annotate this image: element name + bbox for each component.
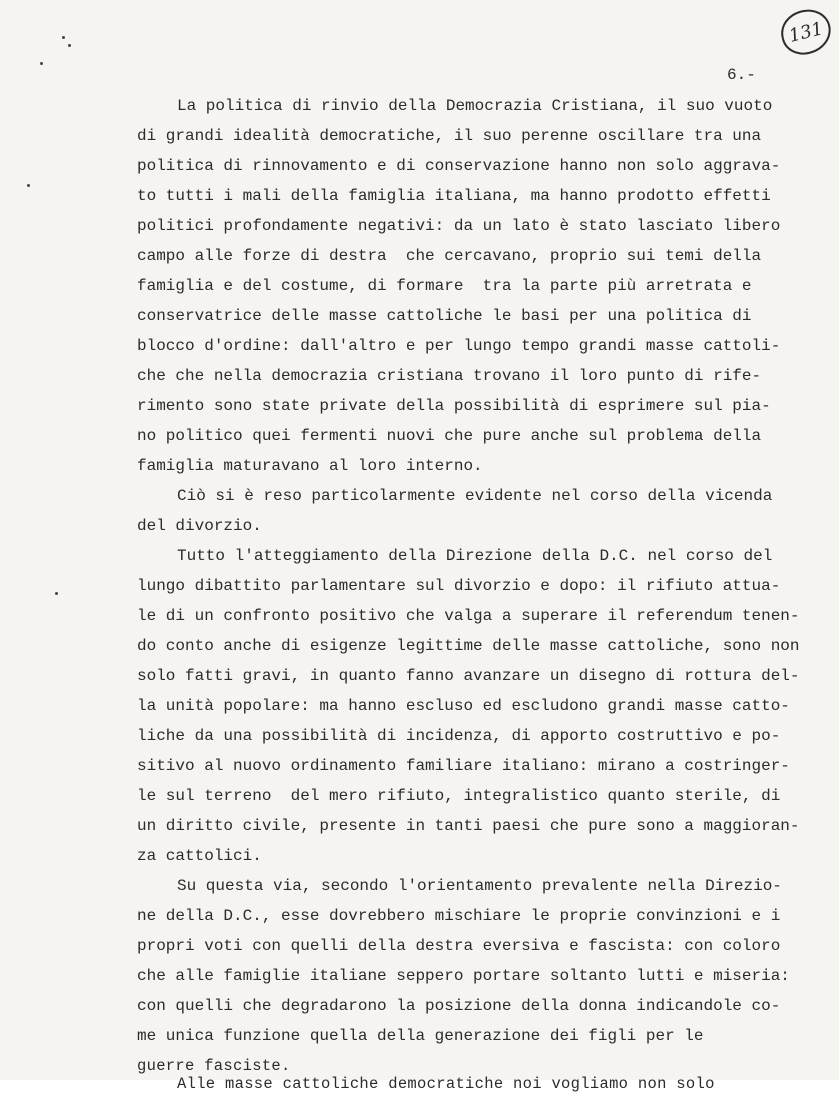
- ink-speck: [40, 62, 43, 65]
- text-line: con quelli che degradarono la posizione della donna indicandole co-: [137, 997, 781, 1015]
- document-body: [137, 91, 827, 1093]
- text-line: no politico quei fermenti nuovi che pure anche sul problema della: [137, 427, 762, 445]
- text-line: che che nella democrazia cristiana trovano il loro punto di rife-: [137, 367, 762, 385]
- text-line: me unica funzione quella della generazione dei figli per le: [137, 1027, 704, 1045]
- text-line: che alle famiglie italiane seppero portare soltanto lutti e miseria:: [137, 967, 790, 985]
- text-line: Tutto l'atteggiamento della Direzione della D.C. nel corso del: [177, 547, 773, 565]
- ink-speck: [55, 592, 58, 595]
- text-line: do conto anche di esigenze legittime delle masse cattoliche, sono non: [137, 637, 800, 655]
- text-line: del divorzio.: [137, 517, 262, 535]
- text-line: le sul terreno del mero rifiuto, integralistico quanto sterile, di: [137, 787, 781, 805]
- text-line: La politica di rinvio della Democrazia Cristiana, il suo vuoto: [177, 97, 773, 115]
- text-line: Ciò si è reso particolarmente evidente nel corso della vicenda: [177, 487, 773, 505]
- text-line: un diritto civile, presente in tanti paesi che pure sono a maggioran-: [137, 817, 800, 835]
- text-line: za cattolici.: [137, 847, 262, 865]
- text-line: conservatrice delle masse cattoliche le basi per una politica di: [137, 307, 752, 325]
- page-number: 6.-: [727, 66, 756, 84]
- text-line: politica di rinnovamento e di conservazione hanno non solo aggrava-: [137, 157, 781, 175]
- text-line: guerre fasciste.: [137, 1057, 291, 1075]
- text-line: ne della D.C., esse dovrebbero mischiare le proprie convinzioni e i: [137, 907, 781, 925]
- text-line: propri voti con quelli della destra eversiva e fascista: con coloro: [137, 937, 781, 955]
- text-line: Alle masse cattoliche democratiche noi vogliamo non solo: [177, 1075, 715, 1093]
- text-line: rimento sono state private della possibilità di esprimere sul pia-: [137, 397, 771, 415]
- text-line: politici profondamente negativi: da un lato è stato lasciato libero: [137, 217, 781, 235]
- ink-speck: [27, 184, 30, 187]
- archive-number-stamp: [776, 5, 835, 60]
- text-line: blocco d'ordine: dall'altro e per lungo tempo grandi masse cattoli-: [137, 337, 781, 355]
- text-line: Su questa via, secondo l'orientamento prevalente nella Direzio-: [177, 877, 782, 895]
- text-line: di grandi idealità democratiche, il suo perenne oscillare tra una: [137, 127, 762, 145]
- text-line: sitivo al nuovo ordinamento familiare italiano: mirano a costringer-: [137, 757, 790, 775]
- archive-number: 131: [786, 17, 826, 47]
- text-line: liche da una possibilità di incidenza, di apporto costruttivo e po-: [137, 727, 781, 745]
- text-line: famiglia e del costume, di formare tra la parte più arretrata e: [137, 277, 752, 295]
- text-line: lungo dibattito parlamentare sul divorzio e dopo: il rifiuto attua-: [137, 577, 781, 595]
- text-line: solo fatti gravi, in quanto fanno avanzare un disegno di rottura del-: [137, 667, 800, 685]
- text-line: la unità popolare: ma hanno escluso ed escludono grandi masse catto-: [137, 697, 790, 715]
- text-line: to tutti i mali della famiglia italiana, ma hanno prodotto effetti: [137, 187, 771, 205]
- text-line: campo alle forze di destra che cercavano, proprio sui temi della: [137, 247, 762, 265]
- text-line: famiglia maturavano al loro interno.: [137, 457, 483, 475]
- ink-speck: [68, 44, 71, 47]
- text-line: le di un confronto positivo che valga a superare il referendum tenen-: [137, 607, 800, 625]
- ink-speck: [62, 36, 65, 39]
